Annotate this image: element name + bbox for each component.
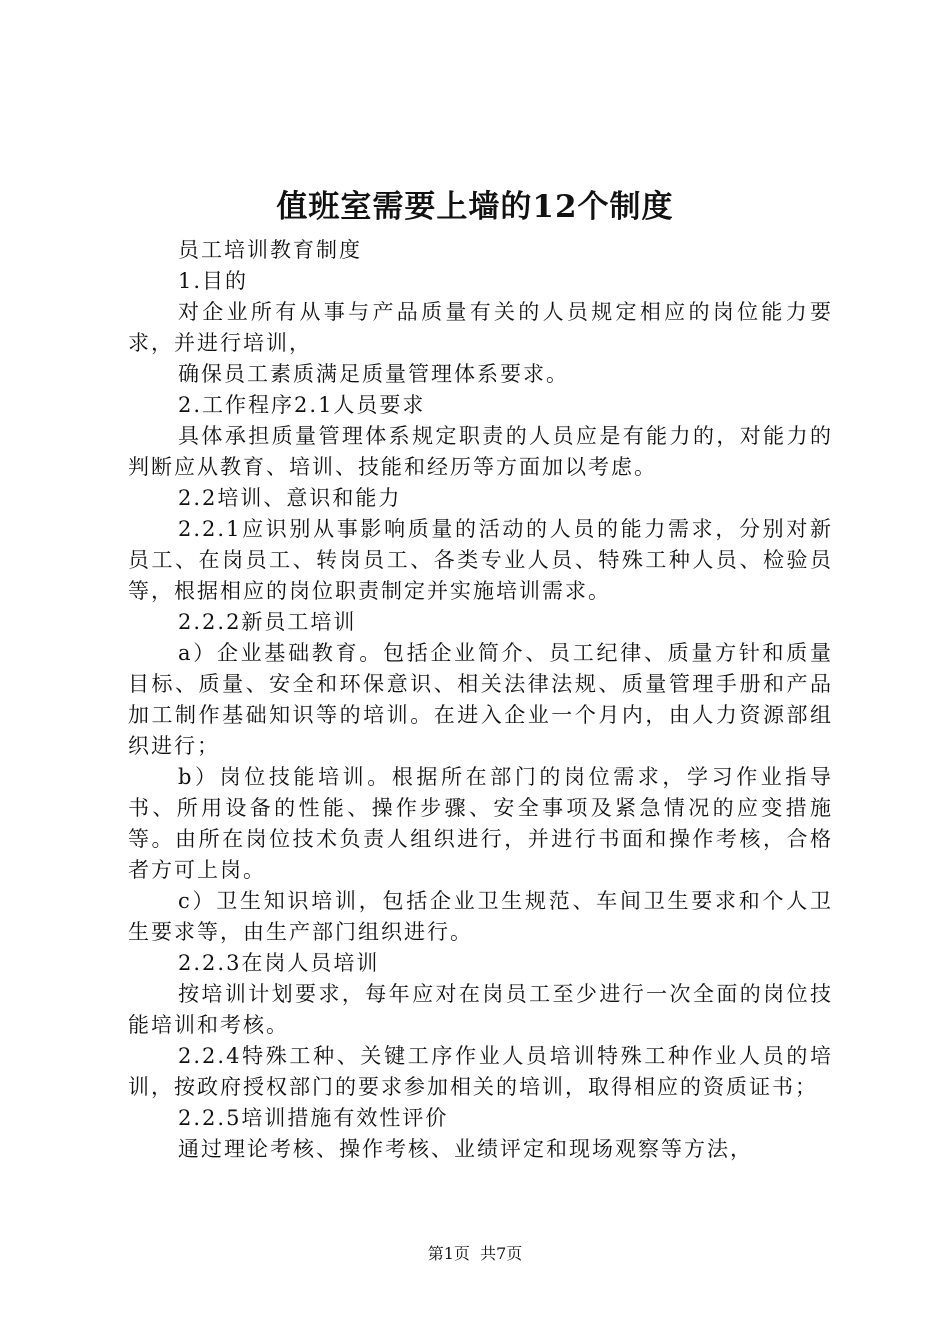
paragraph: 对企业所有从事与产品质量有关的人员规定相应的岗位能力要求，并进行培训， [128, 300, 833, 355]
paragraph: c）卫生知识培训，包括企业卫生规范、车间卫生要求和个人卫生要求等，由生产部门组织进行。 [128, 889, 833, 944]
page-footer: 第1页 共7页 [427, 1244, 523, 1263]
paragraph: 2.2.2新员工培训 [178, 610, 357, 634]
paragraph: 1.目的 [178, 269, 249, 293]
paragraph: 2.工作程序2.1人员要求 [178, 393, 426, 417]
paragraph: 2.2.4特殊工种、关键工序作业人员培训特殊工种作业人员的培训，按政府授权部门的要求参加相关的培训，取得相应的资质证书； [128, 1044, 833, 1099]
paragraph: 2.2.5培训措施有效性评价 [178, 1106, 449, 1130]
document-title: 值班室需要上墙的12个制度 [276, 189, 674, 225]
paragraph: a）企业基础教育。包括企业简介、员工纪律、质量方针和质量目标、质量、安全和环保意识、相关法律法规、质量管理手册和产品加工制作基础知识等的培训。在进入企业一个月内，由人力资源部组织进行； [128, 641, 833, 758]
paragraph: 通过理论考核、操作考核、业绩评定和现场观察等方法， [178, 1137, 753, 1161]
paragraph: 2.2.1应识别从事影响质量的活动的人员的能力需求，分别对新员工、在岗员工、转岗员工、各类专业人员、特殊工种人员、检验员等，根据相应的岗位职责制定并实施培训需求。 [128, 517, 833, 603]
paragraph: 确保员工素质满足质量管理体系要求。 [178, 362, 569, 386]
paragraph: b）岗位技能培训。根据所在部门的岗位需求，学习作业指导书、所用设备的性能、操作步骤、安全事项及紧急情况的应变措施等。由所在岗位技术负责人组织进行，并进行书面和操作考核，合格者方可上岗。 [128, 765, 833, 882]
paragraph: 员工培训教育制度 [178, 238, 362, 262]
paragraph: 按培训计划要求，每年应对在岗员工至少进行一次全面的岗位技能培训和考核。 [128, 982, 833, 1037]
paragraph: 2.2培训、意识和能力 [178, 486, 402, 510]
paragraph: 具体承担质量管理体系规定职责的人员应是有能力的，对能力的判断应从教育、培训、技能和经历等方面加以考虑。 [128, 424, 833, 479]
document-body [128, 235, 833, 1165]
paragraph: 2.2.3在岗人员培训 [178, 951, 380, 975]
